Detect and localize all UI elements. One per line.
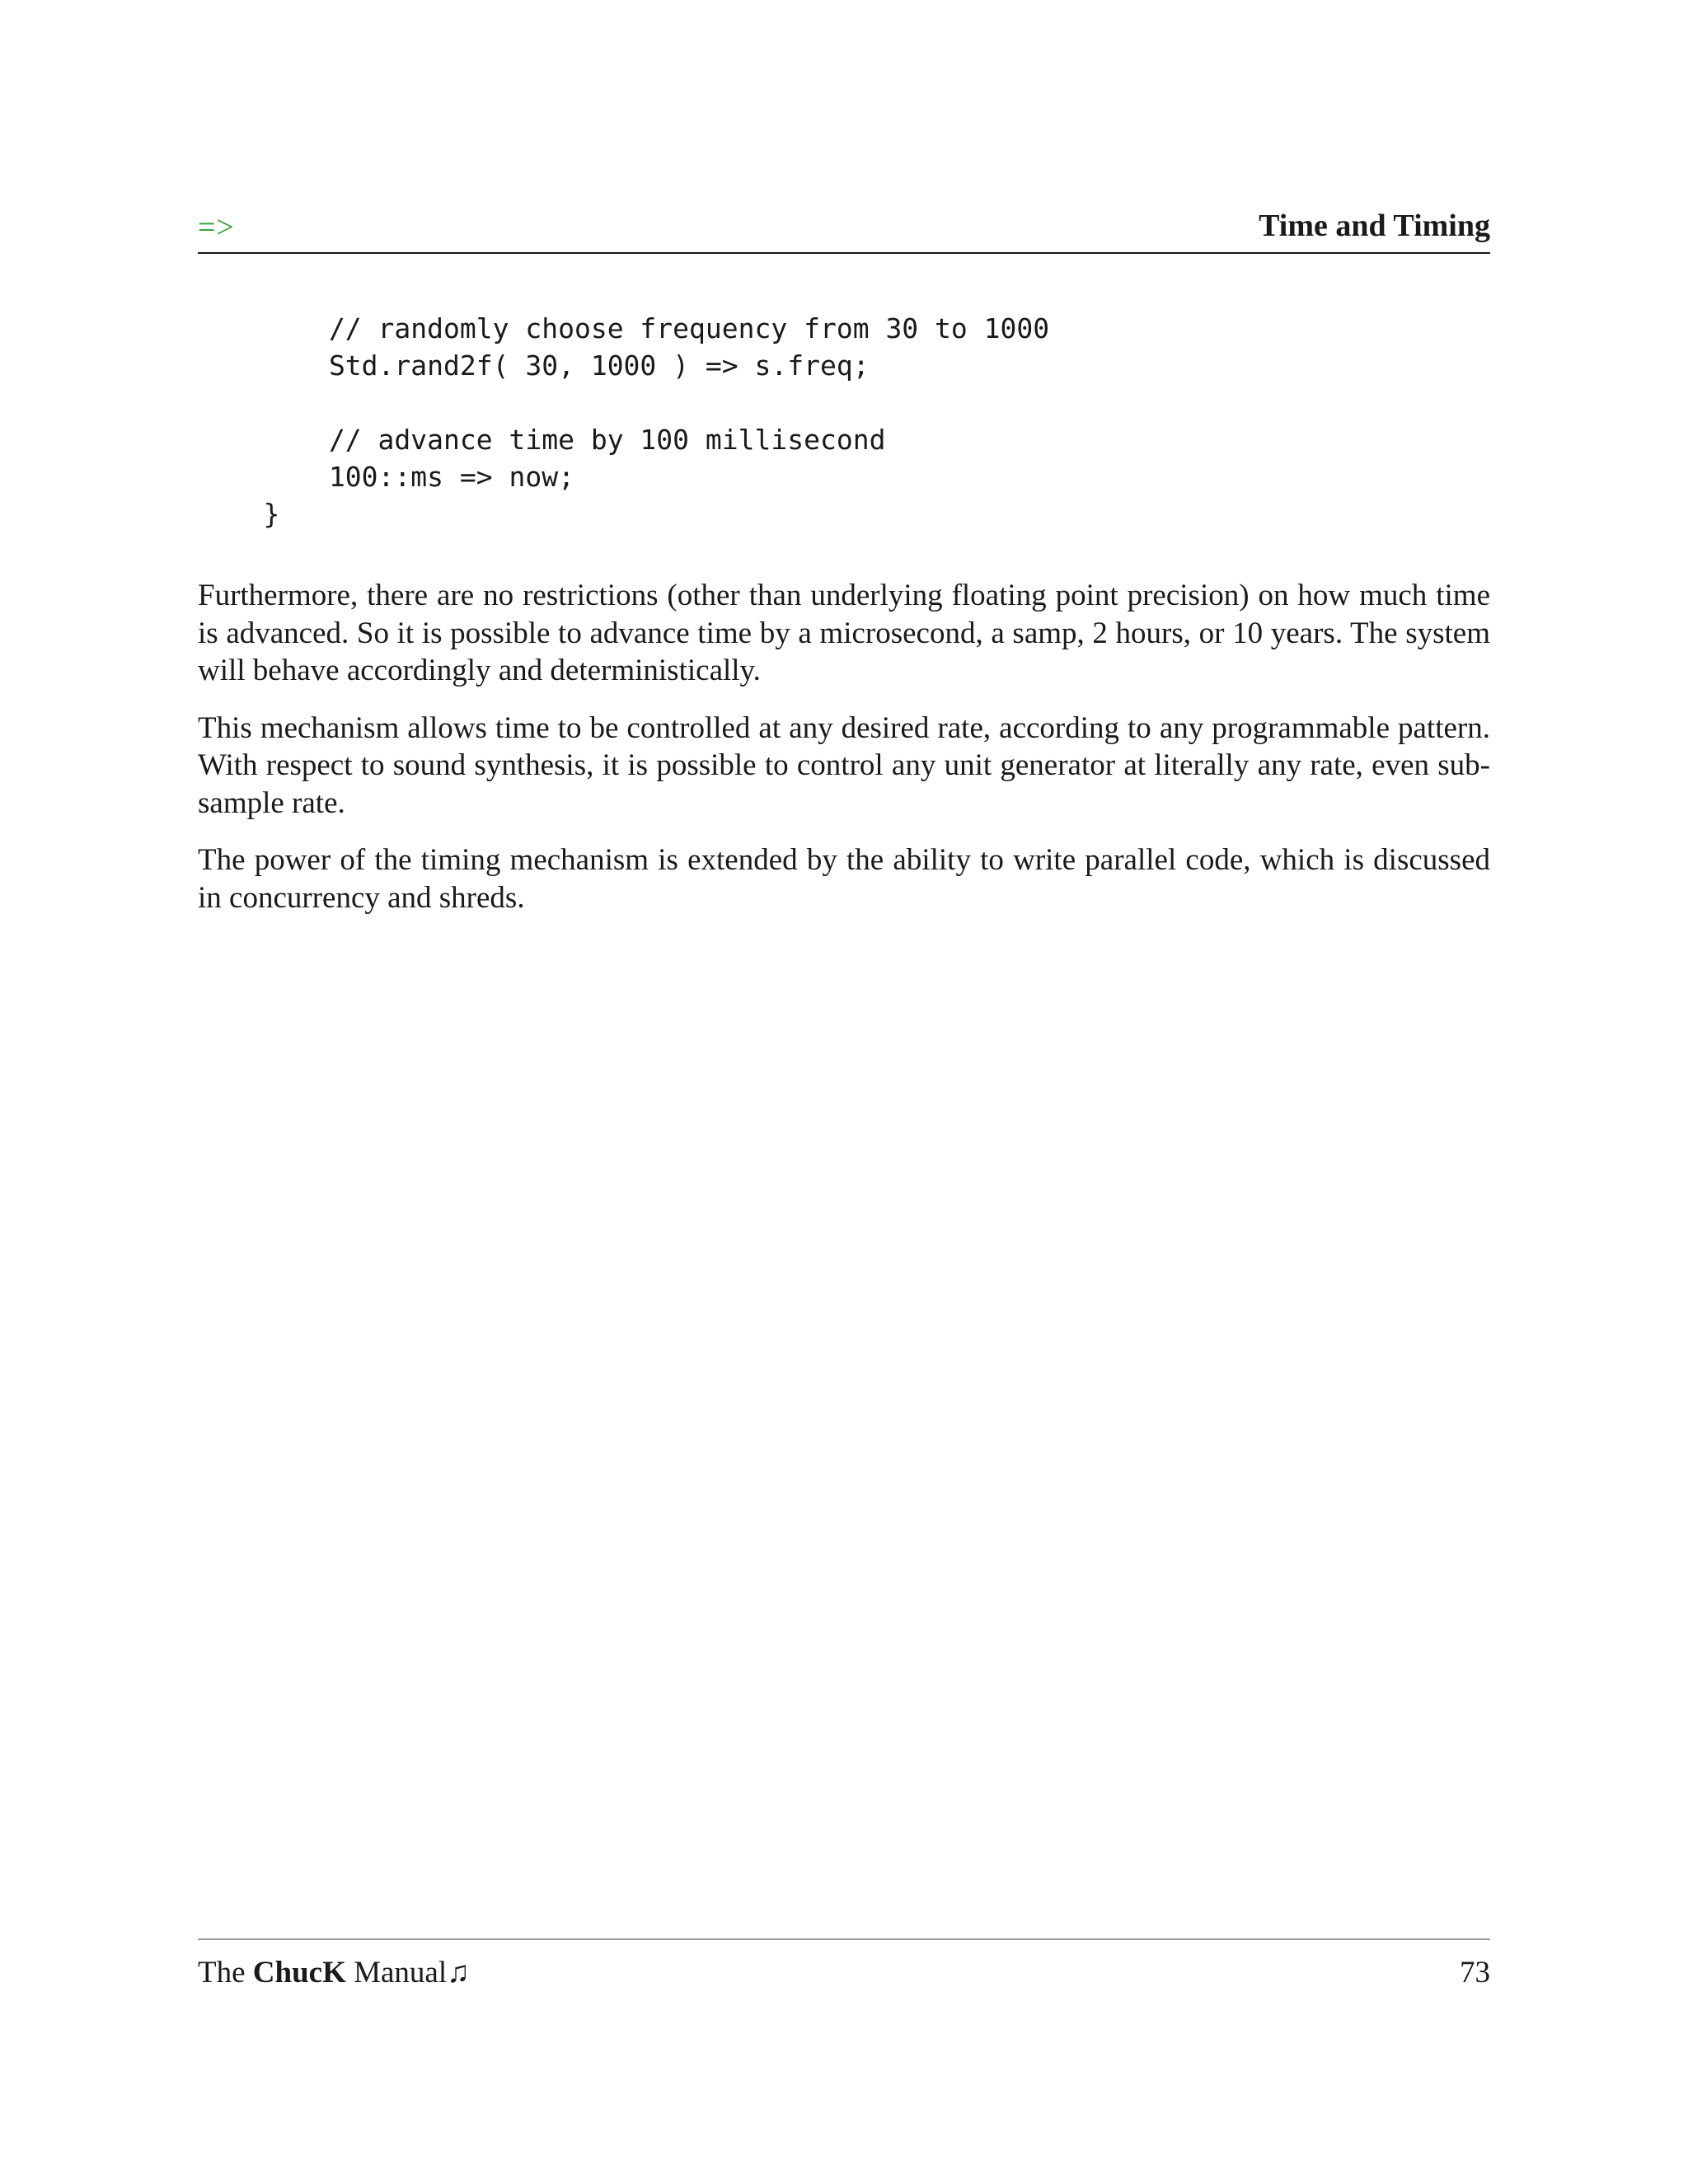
- paragraph: This mechanism allows time to be controlled at any desired rate, according to any programmable pattern. With respect to sound synthesis, it is possible to control any unit generator at literally any rate, even sub-sample rate.: [198, 710, 1490, 820]
- code-line: }: [198, 498, 280, 530]
- code-line: 100::ms => now;: [198, 461, 574, 493]
- paragraph: The power of the timing mechanism is extended by the ability to write parallel code, which is discussed in concurrency and shreds.: [198, 843, 1490, 915]
- section-title: Time and Timing: [1259, 209, 1490, 243]
- code-line: // advance time by 100 millisecond: [198, 424, 886, 456]
- code-line: // randomly choose frequency from 30 to 1000: [198, 312, 1050, 344]
- body-text: [198, 577, 1490, 936]
- footer-suffix: Manual♫: [345, 1956, 470, 1990]
- page-number: 73: [1460, 1956, 1490, 1990]
- running-header: [198, 206, 1490, 254]
- running-footer: [198, 1938, 1490, 1990]
- code-block: [198, 310, 1490, 532]
- code-line: Std.rand2f( 30, 1000 ) => s.freq;: [198, 349, 870, 382]
- manual-title: [198, 1955, 470, 1990]
- code-line: [198, 384, 1490, 421]
- footer-prefix: The: [198, 1956, 253, 1990]
- paragraph: Furthermore, there are no restrictions (other than underlying floating point precision) on how much time is advanced. So it is possible to advance time by a microsecond, a samp, 2 hours, or 10 years. The system will behave accordingly and deterministically.: [198, 579, 1490, 687]
- chuck-operator-mark: =>: [198, 210, 235, 245]
- footer-brand: ChucK: [252, 1956, 346, 1990]
